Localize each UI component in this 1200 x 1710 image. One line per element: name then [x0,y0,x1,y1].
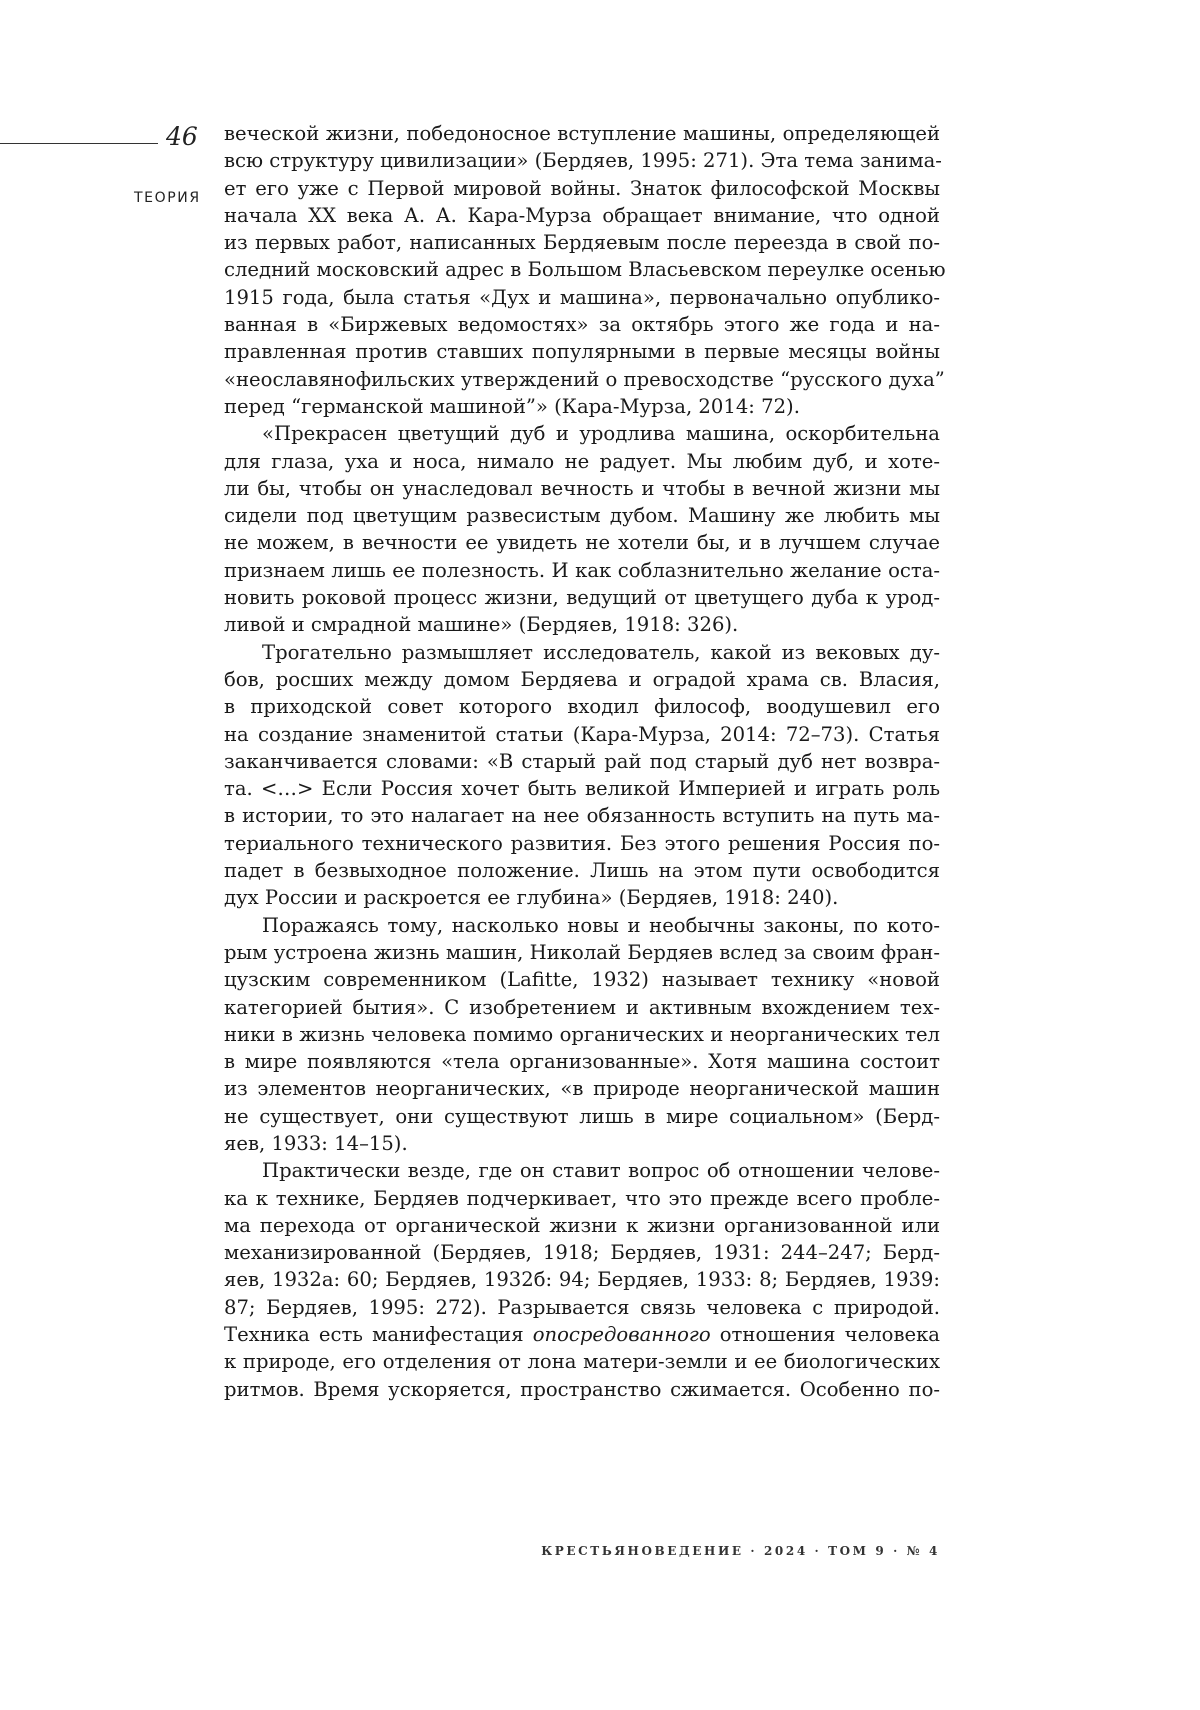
text-line: к природе, его отделения от лона матери-земли и ее биологических [224,1348,940,1375]
text-segment: Техника есть манифестация [224,1323,533,1346]
text-line: заканчивается словами: «В старый рай под старый дуб нет возвра- [224,748,940,775]
text-line: механизированной (Бердяев, 1918; Бердяев, 1931: 244–247; Берд- [224,1239,940,1266]
text-line: яев, 1932а: 60; Бердяев, 1932б: 94; Бердяев, 1933: 8; Бердяев, 1939: [224,1266,940,1293]
text-line: рым устроена жизнь машин, Николай Бердяев вслед за своим фран- [224,939,940,966]
text-line: не существует, они существуют лишь в мире социальном» (Берд- [224,1103,940,1130]
text-line: в истории, то это налагает на нее обязанность вступить на путь ма- [224,802,940,829]
text-line: Трогательно размышляет исследователь, какой из вековых ду- [224,639,940,666]
text-line: та. <…> Если Россия хочет быть великой Империей и играть роль [224,775,940,802]
paragraph [224,912,940,1158]
text-line: ма перехода от органической жизни к жизни организованной или [224,1212,940,1239]
text-line: веческой жизни, победоносное вступление машины, определяющей [224,120,940,147]
text-line: категорией бытия». С изобретением и активным вхождением тех- [224,994,940,1021]
text-line: ка к технике, Бердяев подчеркивает, что это прежде всего пробле- [224,1185,940,1212]
text-line: териального технического развития. Без этого решения Россия по- [224,830,940,857]
paragraph [224,639,940,912]
text-line: не можем, в вечности ее увидеть не хотели бы, и в лучшем случае [224,529,940,556]
article-body [224,120,940,1403]
paragraph [224,120,940,420]
paragraph [224,1157,940,1403]
text-line: в мире появляются «тела организованные». Хотя машина состоит [224,1048,940,1075]
text-line: признаем лишь ее полезность. И как соблазнительно желание оста- [224,557,940,584]
text-line: ники в жизнь человека помимо органических и неорганических тел [224,1021,940,1048]
text-line: ли бы, чтобы он унаследовал вечность и чтобы в вечной жизни мы [224,475,940,502]
text-line: «неославянофильских утверждений о превосходстве “русского духа” [224,366,940,393]
text-line: яев, 1933: 14–15). [224,1130,940,1157]
text-line: 1915 года, была статья «Дух и машина», первоначально опублико- [224,284,940,311]
text-line: бов, росших между домом Бердяева и оградой храма св. Власия, [224,666,940,693]
text-line: ливой и смрадной машине» (Бердяев, 1918: 326). [224,611,940,638]
text-line: Поражаясь тому, насколько новы и необычны законы, по кото- [224,912,940,939]
text-line: ет его уже с Первой мировой войны. Знаток философской Москвы [224,175,940,202]
text-line: из первых работ, написанных Бердяевым после переезда в свой по- [224,229,940,256]
text-line: начала XX века А. А. Кара-Мурза обращает внимание, что одной [224,202,940,229]
paragraph [224,420,940,638]
text-line: правленная против ставших популярными в первые месяцы войны [224,338,940,365]
text-line: следний московский адрес в Большом Власьевском переулке осенью [224,256,940,283]
text-line: из элементов неорганических, «в природе неорганической машин [224,1075,940,1102]
text-line: перед “германской машиной”» (Кара-Мурза, 2014: 72). [224,393,940,420]
text-line: цузским современником (Lafitte, 1932) называет технику «новой [224,966,940,993]
section-label: ТЕОРИЯ [134,190,201,206]
text-line: сидели под цветущим развесистым дубом. Машину же любить мы [224,502,940,529]
emphasis: опосредованного [533,1323,711,1346]
text-line: ритмов. Время ускоряется, пространство сжимается. Особенно по- [224,1376,940,1403]
text-line: новить роковой процесс жизни, ведущий от цветущего дуба к урод- [224,584,940,611]
text-line: для глаза, уха и носа, нимало не радует. Мы любим дуб, и хоте- [224,448,940,475]
text-line [224,1321,940,1348]
text-line: «Прекрасен цветущий дуб и уродлива машина, оскорбительна [224,420,940,447]
text-line: 87; Бердяев, 1995: 272). Разрывается связь человека с природой. [224,1294,940,1321]
text-line: дух России и раскроется ее глубина» (Бердяев, 1918: 240). [224,884,940,911]
header-rule [0,143,158,144]
text-line: всю структуру цивилизации» (Бердяев, 1995: 271). Эта тема занима- [224,147,940,174]
text-line: падет в безвыходное положение. Лишь на этом пути освободится [224,857,940,884]
text-line: ванная в «Биржевых ведомостях» за октябрь этого же года и на- [224,311,940,338]
text-line: на создание знаменитой статьи (Кара-Мурза, 2014: 72–73). Статья [224,721,940,748]
text-segment: отношения человека [711,1323,940,1346]
text-line: в приходской совет которого входил философ, воодушевил его [224,693,940,720]
running-footer: КРЕСТЬЯНОВЕДЕНИЕ · 2024 · ТОМ 9 · № 4 [541,1544,940,1558]
text-line: Практически везде, где он ставит вопрос об отношении челове- [224,1157,940,1184]
page-number: 46 [166,122,198,151]
